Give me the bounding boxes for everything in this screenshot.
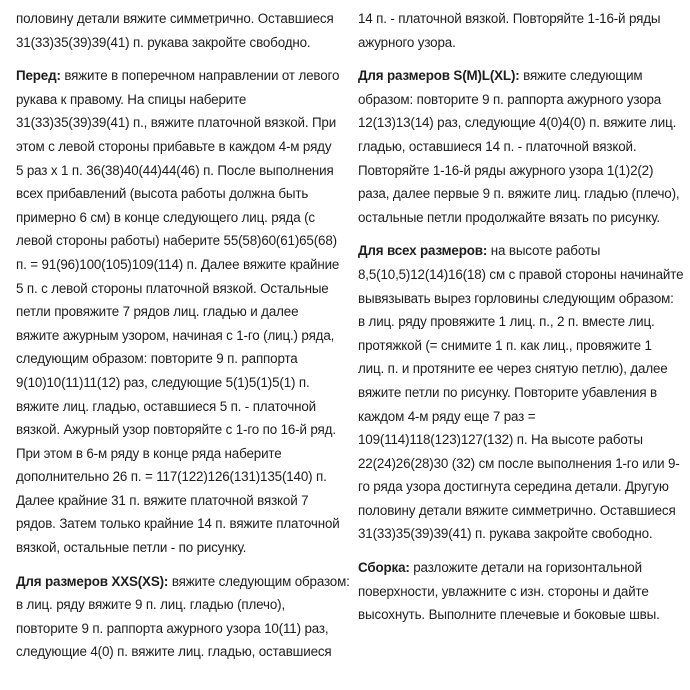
text-fragment: вяжите следующим [519, 68, 643, 84]
text-line: остальные петли продолжайте вязать по рисунку. [358, 209, 660, 225]
text-line: вяжите лиц. гладью, оставшиеся 5 п. - платочной [16, 398, 316, 414]
text-line: в лиц. ряду вяжите 9 п. лиц. гладью (плечо), [16, 597, 286, 613]
paragraph-front [16, 64, 348, 559]
text-line: половину детали вяжите симметрично. Оставшиеся [16, 11, 334, 26]
text-line: 22(24)26(28)30 (32) см после выполнения 1-го или 9- [358, 455, 680, 471]
text-line: рядов. Затем только крайние 14 п. вяжите платочной [16, 516, 340, 532]
text-line: раза, далее первые 9 п. вяжите лиц. гладью (плечо), [358, 186, 680, 202]
paragraph-continuation [358, 7, 684, 54]
right-column [358, 7, 684, 637]
text-line: 5 раз х 1 п. 36(38)40(44)44(46) п. После выполнения [16, 162, 334, 178]
text-line: го ряда узора достигнута середина детали. Другую [358, 479, 669, 495]
text-fragment: разложите детали на горизонтальной [409, 560, 642, 576]
section-heading-sizes-s-m-l-xl: Для размеров S(M)L(XL): [358, 68, 520, 84]
text-line: повторите 9 п. раппорта ажурного узора 10(11) раз, [16, 620, 329, 636]
text-line: левой стороны работы) наберите 55(58)60(61)65(68) [16, 233, 337, 249]
text-line: рукава к правому. На спицы наберите [16, 91, 247, 107]
text-line: дополнительно 26 п. = 117(122)126(131)135(140) п. [16, 469, 327, 485]
paragraph-sizes-s-m-l-xl [358, 64, 684, 229]
text-line: 31(33)35(39)39(41) п. рукава закройте свободно. [358, 526, 653, 542]
text-line: половину детали вяжите симметрично. Оставшиеся [358, 502, 676, 518]
text-line: 8,5(10,5)12(14)16(18) см с правой стороны начинайте [358, 266, 684, 282]
section-heading-all-sizes: Для всех размеров: [358, 243, 488, 259]
text-fragment: вяжите следующим образом: [168, 573, 350, 589]
paragraph-sizes-xxs-xs [16, 570, 348, 664]
text-line: вяжите петли по рисунку. Повторите убавления в [358, 384, 658, 400]
text-line [358, 239, 684, 263]
text-fragment: вяжите в поперечном направлении от левого [60, 68, 340, 84]
section-heading-front: Перед: [16, 68, 61, 84]
text-line: 14 п. - платочной вязкой. Повторяйте 1-16-й ряды [358, 11, 661, 26]
text-line: поверхности, увлажните с изн. стороны и дайте [358, 583, 649, 599]
text-line: всех прибавлений (высота работы должна быть [16, 186, 309, 202]
text-line: высохнуть. Выполните плечевые и боковые швы. [358, 607, 660, 623]
text-line: Повторяйте 1-16-й ряды ажурного узора 1(1)2(2) [358, 162, 654, 178]
text-line [16, 570, 348, 594]
text-line: 9(10)10(11)11(12) раз, следующие 5(1)5(1)5(1) п. [16, 374, 310, 390]
text-line: п. = 91(96)100(105)109(114) п. Далее вяжите крайние [16, 256, 340, 272]
text-line: примерно 6 см) в конце следующего лиц. ряда (с [16, 209, 315, 225]
text-line: 31(33)35(39)39(41) п., вяжите платочной вязкой. При [16, 115, 337, 131]
text-line: 12(13)13(14) раз, следующие 4(0)4(0) п. вяжите лиц. [358, 115, 677, 131]
text-line: ажурного узора. [358, 34, 456, 50]
text-line [358, 556, 684, 580]
text-line: следующие 4(0) п. вяжите лиц. гладью, оставшиеся [16, 644, 332, 660]
section-heading-sizes-xxs-xs: Для размеров XXS(XS): [16, 573, 169, 589]
text-line: образом: повторите 9 п. раппорта ажурного узора [358, 91, 662, 107]
text-fragment: на высоте работы [487, 243, 601, 259]
text-line: каждом 4-м ряду еще 7 раз = [358, 408, 536, 424]
section-heading-assembly: Сборка: [358, 560, 410, 576]
paragraph-finish-back [16, 7, 348, 54]
text-line: вязкой. Ажурный узор повторяйте с 1-го по 16-й ряд. [16, 422, 336, 438]
text-line: лиц. п. и протяните ее через снятую петлю), далее [358, 361, 668, 377]
text-line [16, 64, 348, 88]
text-line: 5 п. с левой стороны платочной вязкой. Остальные [16, 280, 329, 296]
left-column [16, 7, 348, 674]
text-line: вязкой, остальные петли - по рисунку. [16, 540, 247, 556]
text-line: вяжите ажурным узором, начиная с 1-го (лиц.) ряда, [16, 327, 335, 343]
text-line: При этом в 6-м ряду в конце ряда наберите [16, 445, 282, 461]
paragraph-assembly [358, 556, 684, 627]
paragraph-all-sizes [358, 239, 684, 546]
text-line: гладью, оставшиеся 14 п. - платочной вязкой. [358, 138, 637, 154]
text-line: протяжкой (= снимите 1 п. как лиц., провяжите 1 [358, 337, 652, 353]
text-line [358, 64, 684, 88]
text-line: в лиц. ряду провяжите 1 лиц. п., 2 п. вместе лиц. [358, 314, 655, 330]
text-line: Далее крайние 31 п. вяжите платочной вязкой 7 [16, 492, 309, 508]
text-line: вывязывать вырез горловины следующим образом: [358, 290, 674, 306]
text-line: 31(33)35(39)39(41) п. рукава закройте свободно. [16, 34, 311, 50]
text-line: петли провяжите 7 рядов лиц. гладью и далее [16, 304, 299, 320]
text-line: следующим образом: повторите 9 п. раппорта [16, 351, 298, 367]
text-line: 109(114)118(123)127(132) п. На высоте работы [358, 432, 643, 448]
text-line: этом с левой стороны прибавьте в каждом 4-м ряду [16, 138, 332, 154]
